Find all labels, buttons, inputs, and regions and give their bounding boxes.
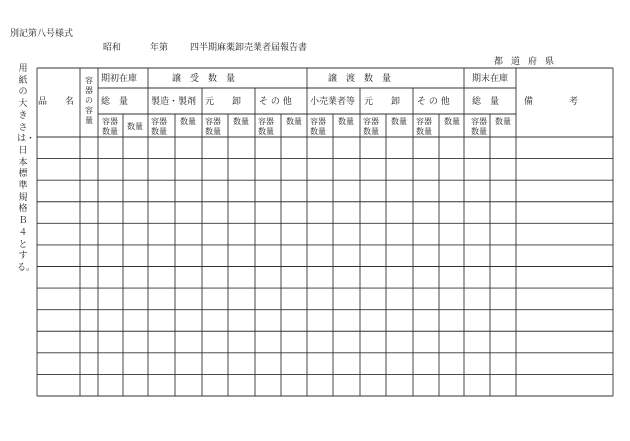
prefecture-label: 都道府県	[494, 57, 563, 67]
header-closing-container-qty: 容器数量	[471, 117, 487, 136]
header-container-qty: 容器数量	[416, 117, 432, 136]
header-transferred-retail: 小売業者等	[310, 97, 356, 107]
document-title: 四半期麻薬卸売業者届報告書	[190, 43, 308, 53]
header-container-capacity: 容器の容量	[85, 76, 93, 125]
header-opening-container-qty: 容器数量	[102, 117, 118, 136]
header-opening-stock: 期初在庫	[101, 74, 138, 84]
header-container-qty: 容器数量	[363, 117, 379, 136]
header-received: 譲 受 数 量	[172, 74, 236, 84]
header-qty: 数量	[233, 117, 249, 126]
header-closing-stock: 期末在庫	[472, 74, 509, 84]
header-container-qty: 容器数量	[258, 117, 274, 136]
header-qty: 数量	[444, 117, 460, 126]
paper-size-note: 用紙の大きさは・日本標準規格Ｂ４とする。	[17, 64, 36, 273]
header-transferred-other: そ の 他	[417, 97, 450, 107]
header-remarks: 備 考	[524, 97, 579, 107]
header-qty: 数量	[286, 117, 302, 126]
header-opening-qty: 数量	[127, 122, 143, 131]
header-container-qty: 容器数量	[310, 117, 326, 136]
header-received-other: そ の 他	[259, 97, 292, 107]
header-qty: 数量	[180, 117, 196, 126]
header-container-qty: 容器数量	[151, 117, 167, 136]
header-container-qty: 容器数量	[205, 117, 221, 136]
header-qty: 数量	[391, 117, 407, 126]
header-closing-total: 総 量	[472, 97, 500, 107]
header-qty: 数量	[338, 117, 354, 126]
form-number: 別記第八号様式	[10, 29, 74, 39]
header-transferred-wholesale: 元 卸	[364, 97, 401, 107]
header-received-wholesale: 元 卸	[205, 97, 242, 107]
header-closing-qty: 数量	[495, 117, 511, 126]
header-opening-total: 総 量	[101, 97, 129, 107]
header-received-manufacture: 製造・製剤	[151, 97, 197, 107]
header-product-name: 品 名	[38, 97, 75, 107]
era-label: 昭和	[103, 43, 122, 53]
header-transferred: 譲 渡 数 量	[328, 74, 392, 84]
year-label: 年第	[150, 43, 169, 53]
